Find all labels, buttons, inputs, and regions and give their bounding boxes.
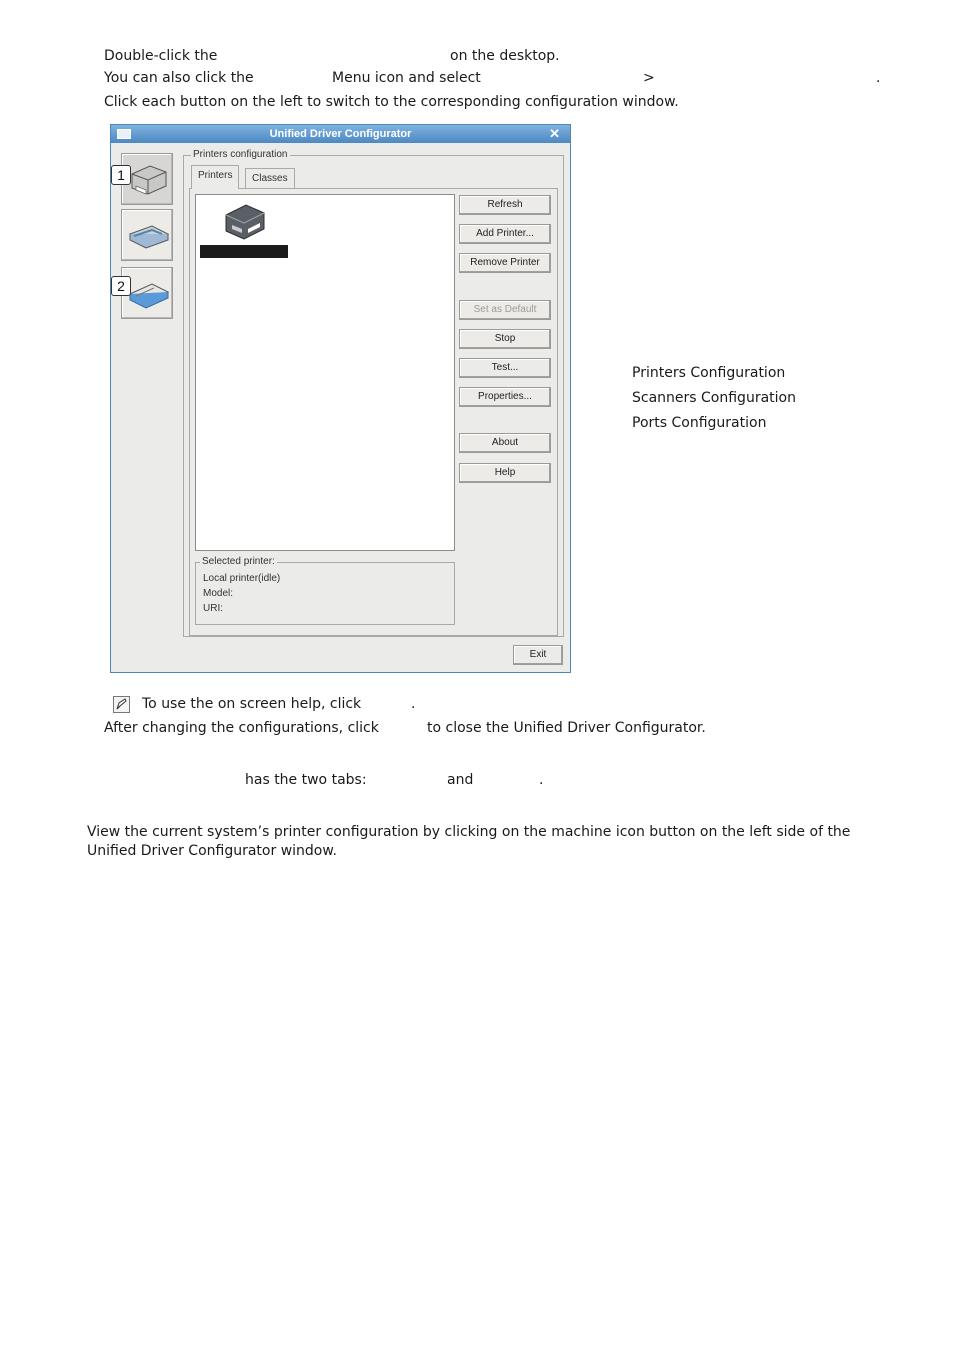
step3-text: Click each button on the left to switch to the corresponding configuration window. [104, 94, 679, 110]
printer-list[interactable] [195, 194, 455, 551]
test-button[interactable]: Test... [459, 358, 551, 378]
step2-end: . [876, 70, 881, 86]
selected-printer-label: Selected printer: [202, 556, 275, 567]
tab-printers[interactable]: Printers [191, 165, 239, 189]
close-icon[interactable]: ✕ [549, 126, 560, 141]
legend-scanners-config: Scanners Configuration [632, 390, 796, 406]
after-text-a: After changing the configurations, click [104, 720, 379, 736]
paragraph-line-1: View the current system’s printer configuration by clicking on the machine icon button on the left side of the [87, 824, 851, 840]
callout-2: 2 [111, 276, 131, 296]
remove-printer-button[interactable]: Remove Printer [459, 253, 551, 273]
note-text-b: . [411, 696, 416, 712]
scanners-config-button[interactable] [121, 209, 173, 261]
selected-printer-model: Model: [203, 588, 234, 599]
callout-1: 1 [111, 165, 131, 185]
step2-separator: > [643, 70, 655, 86]
tab-classes[interactable]: Classes [245, 168, 295, 188]
note-icon [113, 696, 130, 713]
group-label: Printers configuration [193, 149, 288, 160]
paragraph-line-2: Unified Driver Configurator window. [87, 843, 337, 859]
step1-text-a: Double-click the [104, 48, 218, 64]
window-title: Unified Driver Configurator [269, 128, 412, 140]
stop-button[interactable]: Stop [459, 329, 551, 349]
title-bar [111, 125, 570, 143]
step1-text-b: on the desktop. [450, 48, 560, 64]
set-as-default-button[interactable]: Set as Default [459, 300, 551, 320]
legend-ports-config: Ports Configuration [632, 415, 767, 431]
help-button[interactable]: Help [459, 463, 551, 483]
refresh-button[interactable]: Refresh [459, 195, 551, 215]
tabs-text-and: and [447, 772, 474, 788]
selected-printer-uri: URI: [203, 603, 223, 614]
step2-text-b: Menu icon and select [332, 70, 481, 86]
printer-name-label [200, 245, 288, 258]
step2-text-a: You can also click the [104, 70, 254, 86]
configurator-window [110, 124, 571, 673]
exit-button[interactable]: Exit [513, 645, 563, 665]
printer-device-icon [222, 199, 268, 243]
port-icon [126, 274, 170, 314]
legend-printers-config: Printers Configuration [632, 365, 786, 381]
after-text-b: to close the Unified Driver Configurator. [427, 720, 706, 736]
selected-printer-status: Local printer(idle) [203, 573, 281, 584]
tabs-text-end: . [539, 772, 544, 788]
scanner-icon [126, 216, 170, 256]
add-printer-button[interactable]: Add Printer... [459, 224, 551, 244]
note-text-a: To use the on screen help, click [142, 696, 362, 712]
tabs-text-a: has the two tabs: [245, 772, 367, 788]
about-button[interactable]: About [459, 433, 551, 453]
properties-button[interactable]: Properties... [459, 387, 551, 407]
printer-icon [126, 160, 170, 200]
